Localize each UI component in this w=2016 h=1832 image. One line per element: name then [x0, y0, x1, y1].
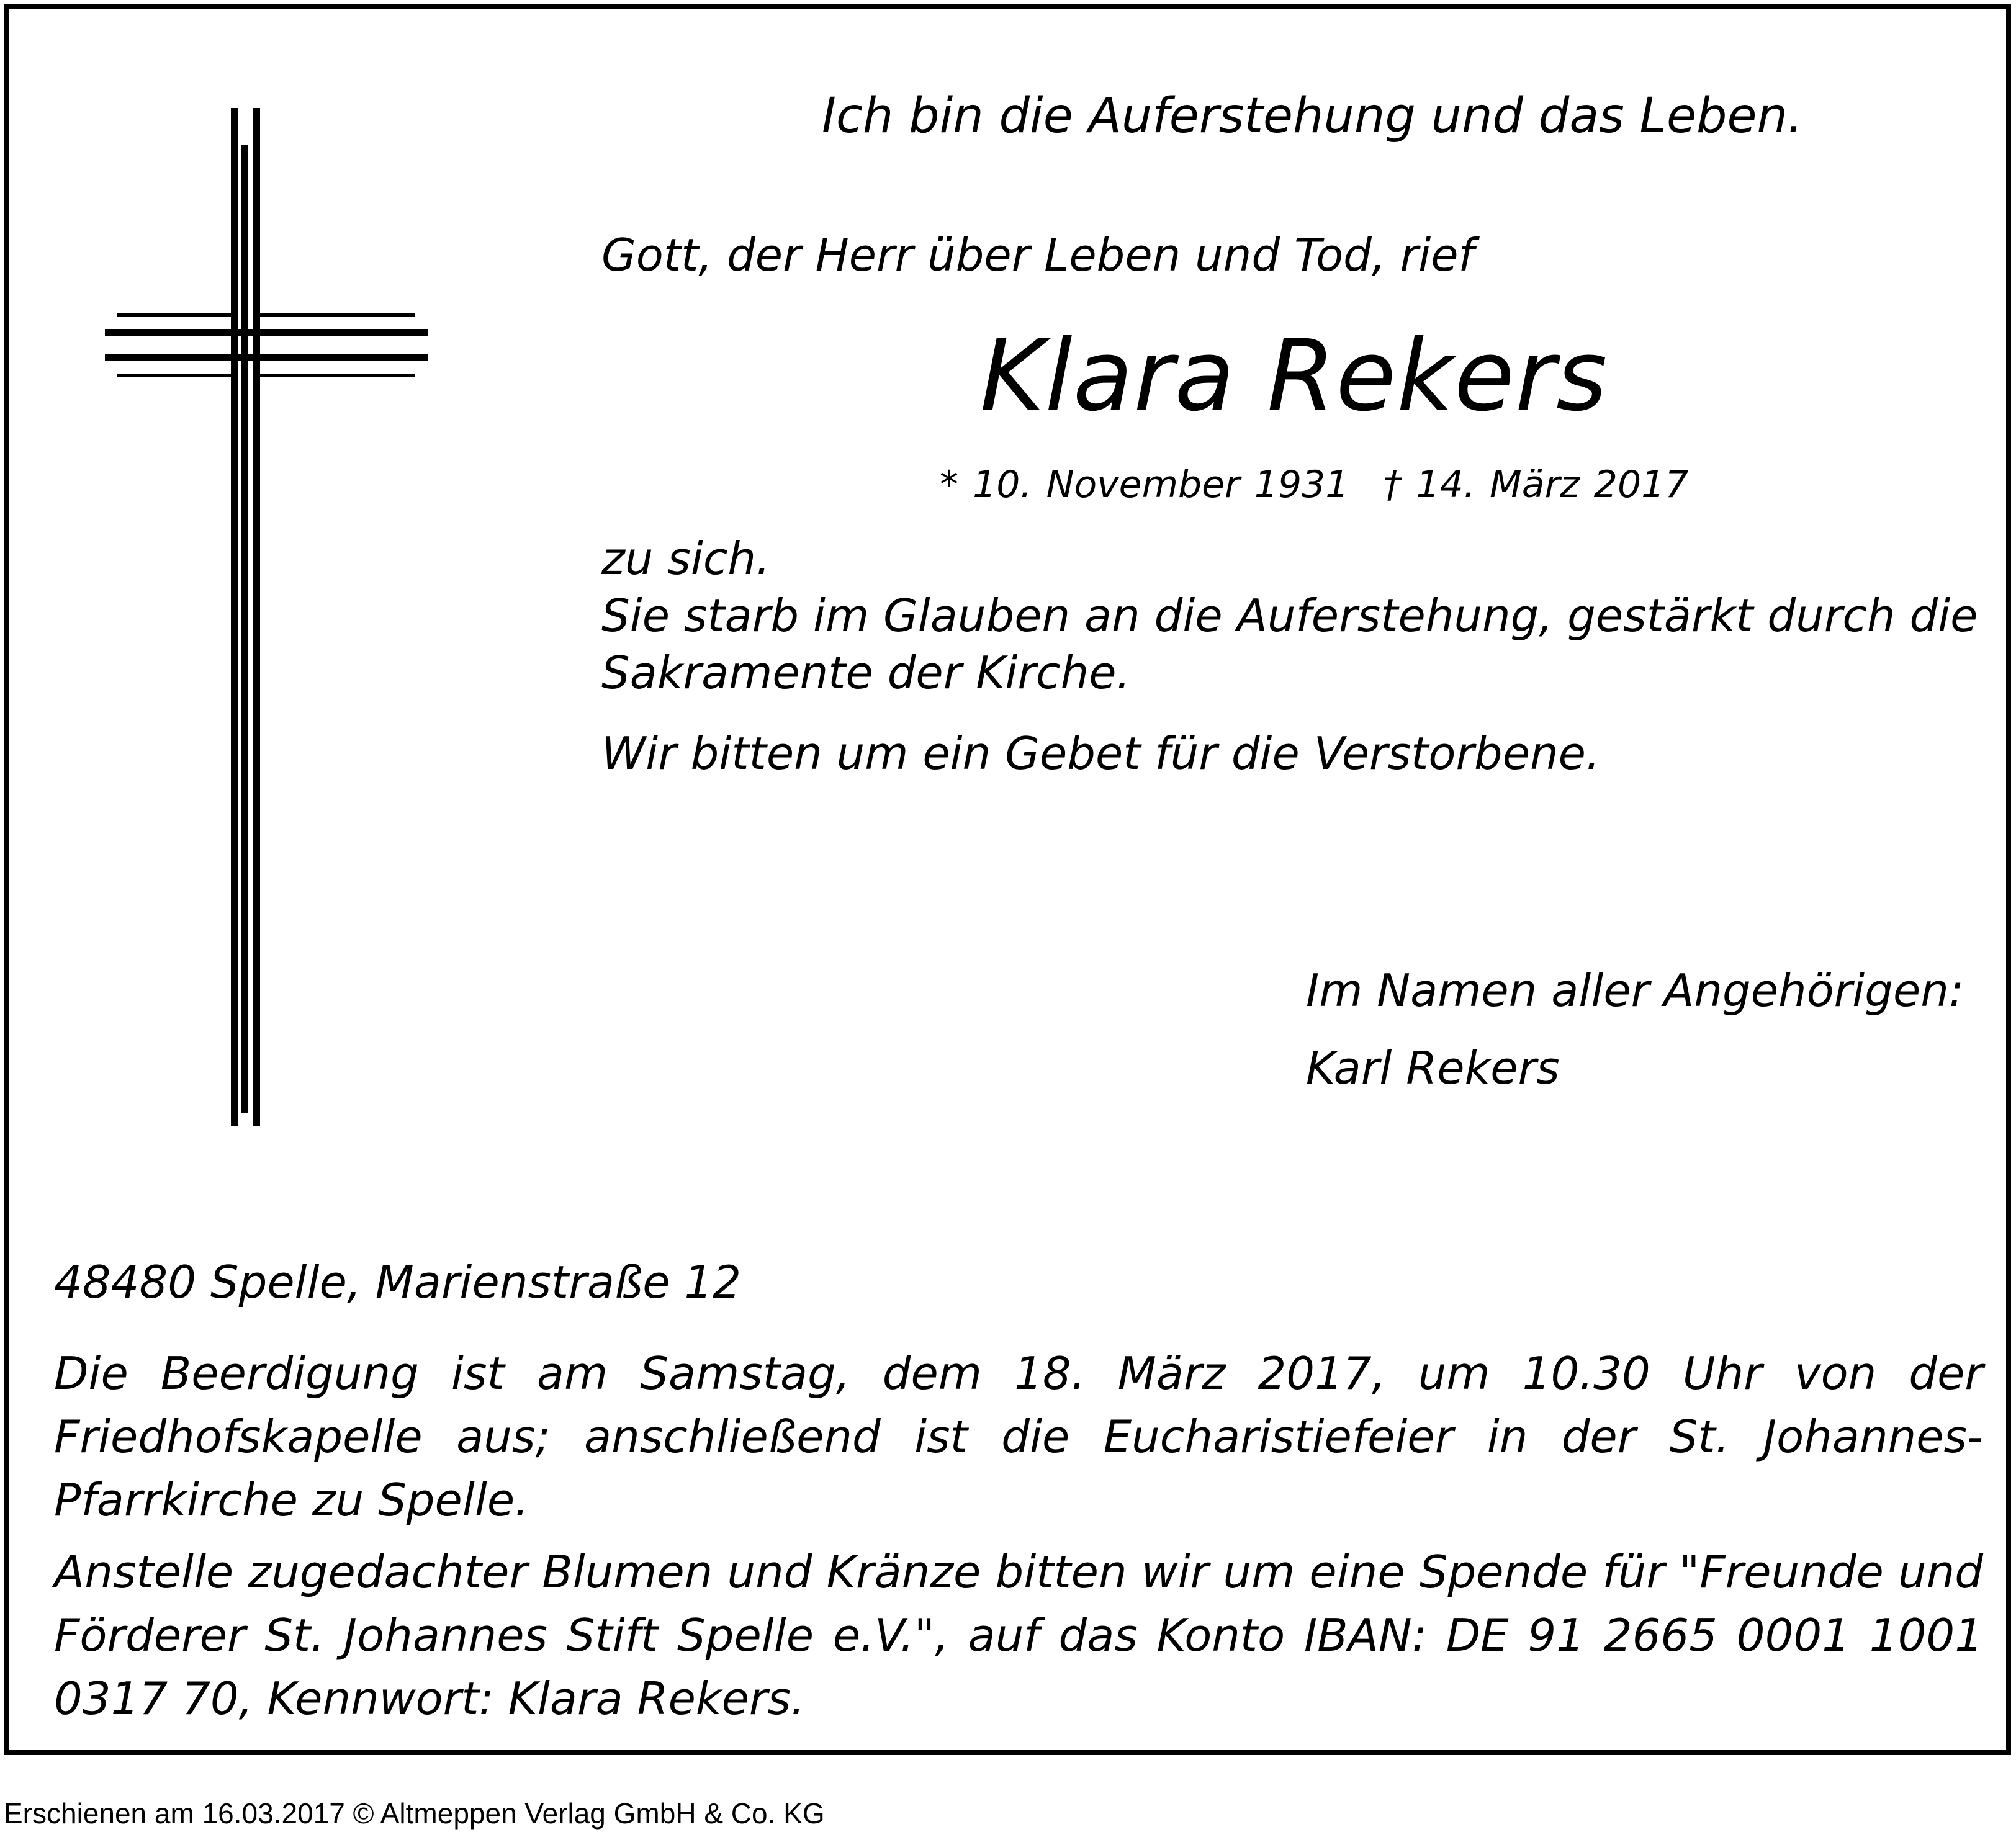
prayer-request: Wir bitten um ein Gebet für die Verstorbene.	[601, 727, 1600, 779]
funeral-details: Die Beerdigung ist am Samstag, dem 18. März 2017, um 10.30 Uhr von der Friedhofskapelle aus; anschließend ist die Eucharistiefeier in der St. Johannes-Pfarrkirche zu Spelle.	[54, 1347, 1983, 1526]
body-line: Sakramente der Kirche.	[601, 647, 1131, 699]
notice-frame	[4, 4, 2011, 1755]
donation-request: Anstelle zugedachter Blumen und Kränze bitten wir um eine Spende für "Freunde und Förderer St. Johannes Stift Spelle e.V.", auf das Konto IBAN: DE 91 2665 0001 1001 0317 70, Kennwort: Klara Rekers.	[54, 1546, 1983, 1725]
family-label: Im Namen aller Angehörigen:	[1306, 964, 1964, 1017]
body-line: Sie starb im Glauben an die Auferstehung, gestärkt durch die	[601, 590, 1978, 642]
motto-text: Ich bin die Auferstehung und das Leben.	[822, 88, 1803, 144]
cross-icon	[92, 108, 440, 1132]
birth-date: * 10. November 1931	[940, 463, 1349, 506]
address: 48480 Spelle, Marienstraße 12	[54, 1256, 742, 1308]
deceased-name: Klara Rekers	[980, 319, 1608, 433]
family-name: Karl Rekers	[1306, 1042, 1560, 1094]
death-date: † 14. März 2017	[1383, 463, 1689, 506]
publication-imprint: Erschienen am 16.03.2017 © Altmeppen Verlag GmbH & Co. KG	[4, 1797, 825, 1830]
body-text	[601, 530, 1978, 701]
intro-text: Gott, der Herr über Leben und Tod, rief	[601, 229, 1474, 281]
body-line: zu sich.	[601, 532, 770, 585]
life-dates	[940, 463, 1689, 506]
